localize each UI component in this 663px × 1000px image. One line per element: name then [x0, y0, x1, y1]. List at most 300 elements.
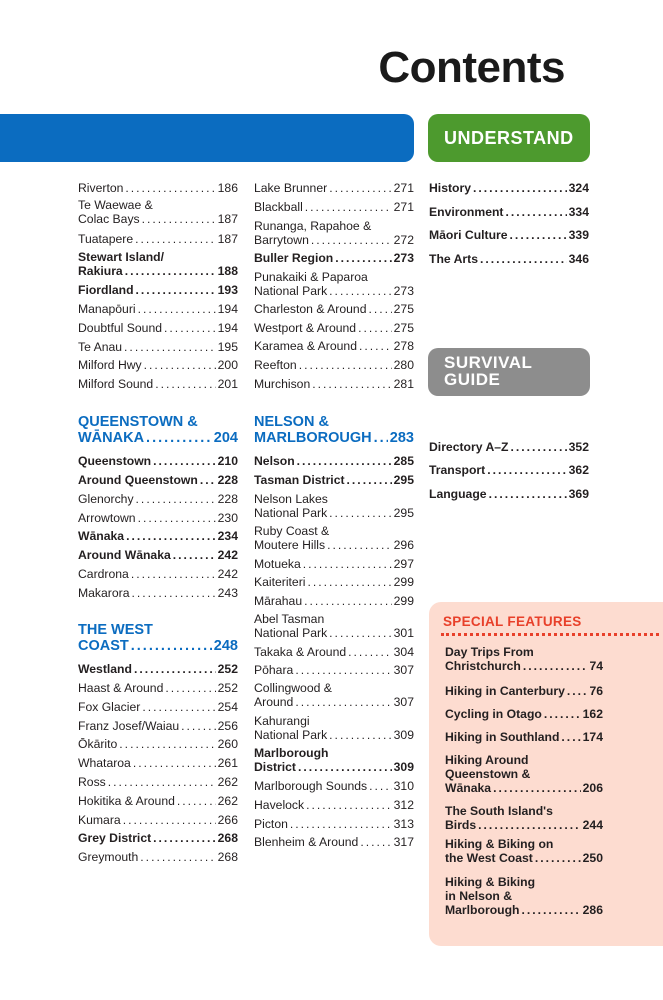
col2-entry	[254, 681, 414, 709]
col2-entry	[254, 377, 414, 391]
entry-title-line: Hiking & Biking	[445, 875, 536, 889]
col1-entry	[78, 198, 238, 226]
dot-leader	[478, 818, 581, 832]
entry-title-line: THE WEST	[78, 622, 153, 638]
page-number: 252	[217, 662, 238, 676]
dot-leader	[335, 251, 391, 265]
understand-entry	[429, 205, 589, 219]
entry-title-line: Lake Brunner	[254, 181, 328, 195]
page-number: 266	[217, 813, 238, 827]
page-number: 275	[393, 321, 414, 335]
page-number: 295	[393, 506, 414, 520]
dot-leader	[360, 835, 391, 849]
page-number: 193	[217, 283, 238, 297]
page-number: 244	[582, 818, 603, 832]
entry-title-line: Kaiteriteri	[254, 575, 306, 589]
dot-leader	[329, 284, 391, 298]
dot-leader	[146, 430, 212, 446]
entry-title-line: Doubtful Sound	[78, 321, 163, 335]
col2-entry	[254, 575, 414, 589]
entry-title-line: Tuatapere	[78, 232, 134, 246]
entry-title-line: Kahurangi	[254, 714, 310, 728]
entry-title-line: MARLBOROUGH	[254, 430, 372, 446]
entry-title-line: Makarora	[78, 586, 130, 600]
dot-leader	[305, 200, 392, 214]
page-number: 307	[393, 663, 414, 677]
dot-leader	[329, 506, 391, 520]
col1-entry	[78, 737, 238, 751]
page-number: 174	[582, 730, 603, 744]
entry-title-line: Hokitika & Around	[78, 794, 175, 808]
dot-leader	[493, 781, 581, 795]
col1-entry	[78, 302, 238, 316]
special-features-divider	[441, 633, 659, 636]
entry-title-line: Queenstown	[78, 454, 152, 468]
dot-leader	[348, 645, 392, 659]
page-number: 275	[393, 302, 414, 316]
page-number: 369	[568, 487, 589, 501]
page-number: 280	[393, 358, 414, 372]
dot-leader	[142, 212, 216, 226]
entry-title-line: Queenstown &	[445, 767, 531, 781]
dot-leader	[299, 358, 392, 372]
dot-leader	[131, 586, 215, 600]
entry-title-line: Te Waewae &	[78, 198, 153, 212]
col1-entry	[78, 181, 238, 195]
page-number: 304	[393, 645, 414, 659]
entry-title-line: Franz Josef/Waiau	[78, 719, 180, 733]
entry-title-line: Greymouth	[78, 850, 139, 864]
survival-guide-heading	[428, 348, 590, 396]
entry-title-line: National Park	[254, 728, 328, 742]
dot-leader	[136, 492, 216, 506]
entry-title-line: Ōkārito	[78, 737, 118, 751]
entry-title-line: Blackball	[254, 200, 303, 214]
col1-entry	[78, 283, 238, 297]
dot-leader	[119, 737, 215, 751]
page-number: 272	[393, 233, 414, 247]
entry-title-line: Wānaka	[445, 781, 492, 795]
entry-title-line: Milford Sound	[78, 377, 154, 391]
col2-entry	[254, 663, 414, 677]
entry-title-line: Hiking in Canterbury	[445, 684, 565, 698]
understand-entry	[429, 181, 589, 195]
page-number: 76	[589, 684, 603, 698]
col2-entry	[254, 302, 414, 316]
dot-leader	[487, 463, 566, 477]
page-number: 271	[393, 200, 414, 214]
dot-leader	[290, 817, 392, 831]
col1-entry	[78, 719, 238, 733]
entry-title-line: History	[429, 181, 471, 195]
dot-leader	[544, 707, 581, 721]
page-number: 299	[393, 594, 414, 608]
special-entry	[445, 837, 603, 865]
entry-title-line: Haast & Around	[78, 681, 164, 695]
page-number: 234	[217, 529, 238, 543]
special-entry	[445, 730, 603, 744]
entry-title-line: Cycling in Otago	[445, 707, 542, 721]
col2-entry	[254, 321, 414, 335]
entry-title-line: in Nelson &	[445, 889, 513, 903]
page-number: 188	[217, 264, 238, 278]
entry-title-line: Day Trips From	[445, 645, 534, 659]
entry-title-line: Language	[429, 487, 487, 501]
col1-entry	[78, 681, 238, 695]
dot-leader	[311, 233, 392, 247]
dot-leader	[298, 760, 392, 774]
page-number: 309	[393, 728, 414, 742]
col1-entry	[78, 250, 238, 278]
entry-title-line: Runanga, Rapahoe &	[254, 219, 372, 233]
col1-entry	[78, 340, 238, 354]
page-number: 201	[217, 377, 238, 391]
entry-title-line: Fiordland	[78, 283, 134, 297]
dot-leader	[295, 695, 391, 709]
dot-leader	[144, 358, 216, 372]
page-number: 162	[582, 707, 603, 721]
page-number: 254	[217, 700, 238, 714]
col1-entry	[78, 756, 238, 770]
entry-title-line: Ross	[78, 775, 106, 789]
survival-entry	[429, 440, 589, 454]
dot-leader	[108, 775, 216, 789]
page-number: 324	[568, 181, 589, 195]
entry-title-line: National Park	[254, 284, 328, 298]
page-number: 283	[389, 430, 414, 446]
survival-entry	[429, 487, 589, 501]
dot-leader	[567, 684, 588, 698]
entry-title-line: Murchison	[254, 377, 311, 391]
page-number: 74	[589, 659, 603, 673]
entry-title-line: Directory A–Z	[429, 440, 509, 454]
entry-title-line: Punakaiki & Paparoa	[254, 270, 368, 284]
entry-title-line: Rakiura	[78, 264, 123, 278]
col1-entry	[78, 529, 238, 543]
page-number: 187	[217, 232, 238, 246]
col1-entry	[78, 775, 238, 789]
page-number: 278	[393, 339, 414, 353]
entry-title-line: Nelson	[254, 454, 295, 468]
entry-title-line: Ruby Coast &	[254, 524, 330, 538]
dot-leader	[473, 181, 567, 195]
page-number: 339	[568, 228, 589, 242]
dot-leader	[480, 252, 567, 266]
col2-entry	[254, 835, 414, 849]
page-number: 206	[582, 781, 603, 795]
survival-heading-line-1: SURVIVAL	[444, 353, 533, 372]
dot-leader	[295, 663, 391, 677]
col1-entry	[78, 813, 238, 827]
entry-title-line: National Park	[254, 506, 328, 520]
entry-title-line: Whataroa	[78, 756, 131, 770]
entry-title-line: District	[254, 760, 296, 774]
dot-leader	[123, 813, 216, 827]
entry-title-line: Collingwood &	[254, 681, 332, 695]
page-number: 352	[568, 440, 589, 454]
entry-title-line: Buller Region	[254, 251, 334, 265]
col2-entry	[254, 645, 414, 659]
entry-title-line: Te Anau	[78, 340, 123, 354]
page-number: 262	[217, 775, 238, 789]
dot-leader	[125, 181, 215, 195]
page-number: 228	[217, 473, 238, 487]
col1-entry	[78, 358, 238, 372]
page-number: 194	[217, 321, 238, 335]
page-number: 252	[217, 681, 238, 695]
page-number: 334	[568, 205, 589, 219]
page-number: 243	[217, 586, 238, 600]
page-number: 228	[217, 492, 238, 506]
entry-title-line: Stewart Island/	[78, 250, 165, 264]
page-number: 297	[393, 557, 414, 571]
survival-entry	[429, 463, 589, 477]
entry-title-line: Westland	[78, 662, 132, 676]
dot-leader	[138, 302, 216, 316]
entry-title-line: Birds	[445, 818, 477, 832]
page-number: 312	[393, 798, 414, 812]
page-number: 186	[217, 181, 238, 195]
special-entry	[445, 753, 603, 795]
entry-title-line: QUEENSTOWN &	[78, 414, 198, 430]
entry-title-line: Charleston & Around	[254, 302, 367, 316]
col2-entry	[254, 557, 414, 571]
entry-title-line: Westport & Around	[254, 321, 357, 335]
page-number: 256	[217, 719, 238, 733]
page-number: 299	[393, 575, 414, 589]
page-number: 281	[393, 377, 414, 391]
special-entry	[445, 804, 603, 832]
col1-entry	[78, 492, 238, 506]
col2-entry	[254, 219, 414, 247]
col2-entry	[254, 492, 414, 520]
dot-leader	[329, 181, 391, 195]
page-number: 268	[217, 850, 238, 864]
page-number: 362	[568, 463, 589, 477]
entry-title-line: Grey District	[78, 831, 152, 845]
dot-leader	[506, 205, 567, 219]
special-entry	[445, 875, 603, 917]
page-number: 194	[217, 302, 238, 316]
col2-entry	[254, 779, 414, 793]
page-number: 346	[568, 252, 589, 266]
entry-title-line: Hiking Around	[445, 753, 529, 767]
col1-entry	[78, 414, 238, 446]
col1-entry	[78, 567, 238, 581]
entry-title-line: Barrytown	[254, 233, 309, 247]
page-number: 204	[213, 430, 238, 446]
dot-leader	[359, 339, 392, 353]
entry-title-line: Environment	[429, 205, 504, 219]
dot-leader	[303, 557, 392, 571]
survival-heading-line-2: GUIDE	[444, 370, 501, 389]
col1-entry	[78, 794, 238, 808]
entry-title-line: Reefton	[254, 358, 297, 372]
entry-title-line: Karamea & Around	[254, 339, 357, 353]
header-bar	[0, 114, 414, 162]
dot-leader	[164, 321, 216, 335]
col2-entry	[254, 181, 414, 195]
page-number: 242	[217, 567, 238, 581]
page-number: 262	[217, 794, 238, 808]
entry-title-line: Picton	[254, 817, 288, 831]
entry-title-line: Colac Bays	[78, 212, 140, 226]
entry-title-line: Nelson Lakes	[254, 492, 328, 506]
dot-leader	[510, 440, 566, 454]
page-number: 210	[217, 454, 238, 468]
col2-entry	[254, 817, 414, 831]
col2-entry	[254, 414, 414, 446]
col2-entry	[254, 200, 414, 214]
entry-title-line: COAST	[78, 638, 129, 654]
dot-leader	[177, 794, 216, 808]
entry-title-line: Takaka & Around	[254, 645, 347, 659]
entry-title-line: Marlborough	[254, 746, 329, 760]
dot-leader	[124, 340, 216, 354]
dot-leader	[131, 638, 212, 654]
page-number: 310	[393, 779, 414, 793]
page-number: 268	[217, 831, 238, 845]
dot-leader	[304, 594, 392, 608]
special-features-title: SPECIAL FEATURES	[443, 614, 582, 629]
entry-title-line: Hiking in Southland	[445, 730, 560, 744]
dot-leader	[329, 626, 391, 640]
dot-leader	[155, 377, 215, 391]
page-number: 309	[393, 760, 414, 774]
special-entry	[445, 645, 603, 673]
col1-entry	[78, 622, 238, 654]
col2-entry	[254, 358, 414, 372]
entry-title-line: Wānaka	[78, 529, 125, 543]
dot-leader	[140, 850, 215, 864]
special-features-box	[429, 602, 663, 946]
entry-title-line: Blenheim & Around	[254, 835, 359, 849]
col1-entry	[78, 232, 238, 246]
dot-leader	[521, 903, 580, 917]
col1-entry	[78, 473, 238, 487]
dot-leader	[535, 851, 581, 865]
col2-entry	[254, 473, 414, 487]
dot-leader	[181, 719, 216, 733]
dot-leader	[374, 430, 388, 446]
col2-entry	[254, 270, 414, 298]
entry-title-line: Glenorchy	[78, 492, 134, 506]
col2-entry	[254, 746, 414, 774]
entry-title-line: Tasman District	[254, 473, 345, 487]
dot-leader	[306, 798, 392, 812]
page-number: 242	[217, 548, 238, 562]
special-entry	[445, 707, 603, 721]
entry-title-line: The Arts	[429, 252, 478, 266]
understand-entry	[429, 228, 589, 242]
page-number: 250	[582, 851, 603, 865]
dot-leader	[153, 831, 216, 845]
entry-title-line: Manapōuri	[78, 302, 136, 316]
page-number: 313	[393, 817, 414, 831]
dot-leader	[297, 454, 392, 468]
entry-title-line: Pōhara	[254, 663, 294, 677]
dot-leader	[561, 730, 580, 744]
dot-leader	[125, 264, 216, 278]
page-title: Contents	[378, 43, 565, 92]
col2-entry	[254, 454, 414, 468]
col1-entry	[78, 511, 238, 525]
dot-leader	[523, 659, 588, 673]
dot-leader	[153, 454, 216, 468]
entry-title-line: Hiking & Biking on	[445, 837, 554, 851]
col1-entry	[78, 454, 238, 468]
entry-title-line: Christchurch	[445, 659, 521, 673]
understand-heading: UNDERSTAND	[428, 114, 590, 162]
col1-entry	[78, 586, 238, 600]
page-number: 307	[393, 695, 414, 709]
dot-leader	[200, 473, 216, 487]
page-number: 285	[393, 454, 414, 468]
col1-entry	[78, 377, 238, 391]
page-number: 295	[393, 473, 414, 487]
entry-title-line: Motueka	[254, 557, 301, 571]
entry-title-line: Havelock	[254, 798, 305, 812]
entry-title-line: Moutere Hills	[254, 538, 326, 552]
page-number: 273	[393, 284, 414, 298]
entry-title-line: The South Island's	[445, 804, 553, 818]
col2-entry	[254, 339, 414, 353]
dot-leader	[131, 567, 216, 581]
entry-title-line: Abel Tasman	[254, 612, 325, 626]
dot-leader	[142, 700, 215, 714]
entry-title-line: Arrowtown	[78, 511, 136, 525]
page-number: 301	[393, 626, 414, 640]
entry-title-line: Milford Hwy	[78, 358, 142, 372]
col2-entry	[254, 798, 414, 812]
entry-title-line: National Park	[254, 626, 328, 640]
col2-entry	[254, 251, 414, 265]
entry-title-line: NELSON &	[254, 414, 329, 430]
entry-title-line: Mārahau	[254, 594, 303, 608]
dot-leader	[138, 511, 216, 525]
col1-entry	[78, 548, 238, 562]
dot-leader	[136, 283, 216, 297]
page-number: 273	[393, 251, 414, 265]
col2-entry	[254, 594, 414, 608]
col1-entry	[78, 850, 238, 864]
col2-entry	[254, 714, 414, 742]
entry-title-line: Around Wānaka	[78, 548, 171, 562]
entry-title-line: Fox Glacier	[78, 700, 141, 714]
understand-entry	[429, 252, 589, 266]
dot-leader	[126, 529, 216, 543]
dot-leader	[358, 321, 392, 335]
dot-leader	[369, 779, 392, 793]
dot-leader	[133, 756, 216, 770]
entry-title-line: Marlborough Sounds	[254, 779, 368, 793]
col2-entry	[254, 524, 414, 552]
dot-leader	[135, 232, 216, 246]
dot-leader	[327, 538, 392, 552]
entry-title-line: Around Queenstown	[78, 473, 198, 487]
page-number: 230	[217, 511, 238, 525]
page-number: 317	[393, 835, 414, 849]
dot-leader	[329, 728, 391, 742]
dot-leader	[307, 575, 391, 589]
page-number: 187	[217, 212, 238, 226]
dot-leader	[134, 662, 216, 676]
col2-entry	[254, 612, 414, 640]
dot-leader	[347, 473, 392, 487]
col1-entry	[78, 700, 238, 714]
entry-title-line: Riverton	[78, 181, 124, 195]
dot-leader	[368, 302, 391, 316]
